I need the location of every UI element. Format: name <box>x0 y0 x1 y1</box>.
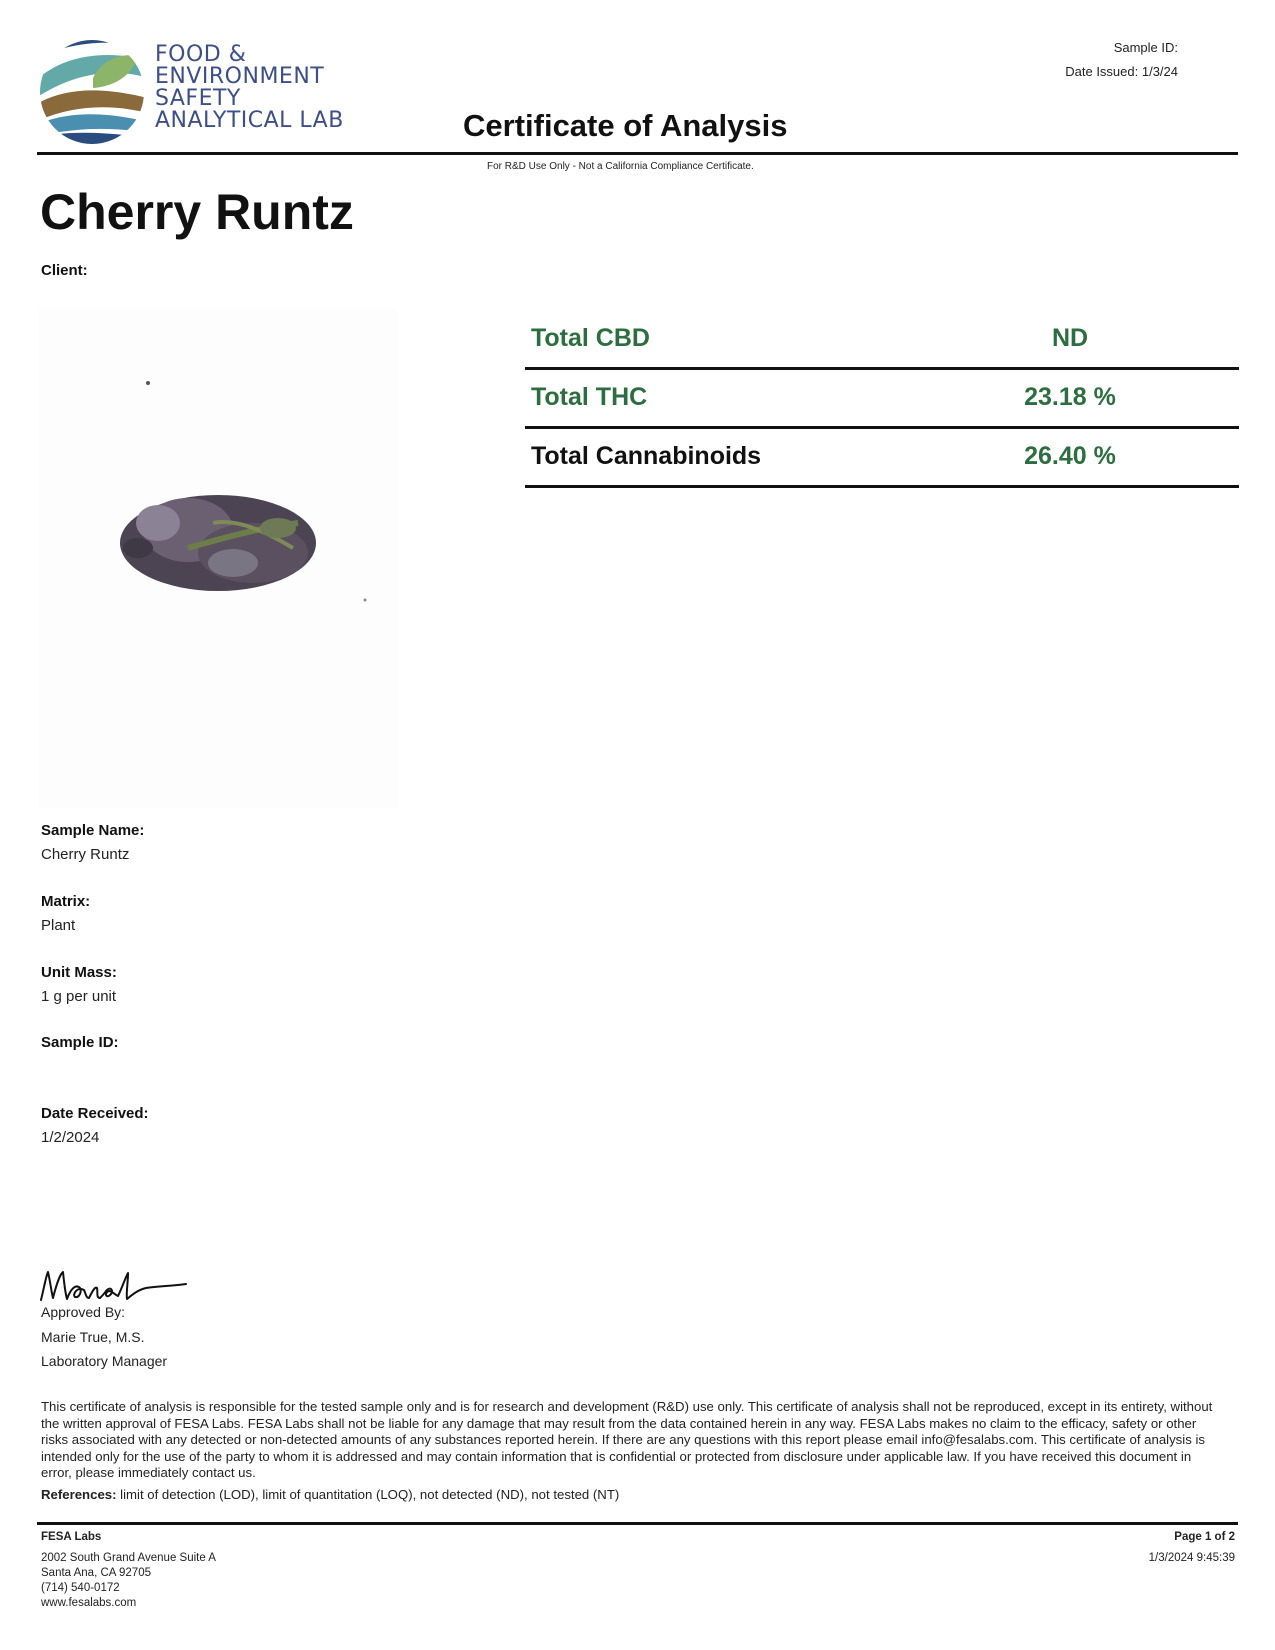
footer-page-block <box>1149 1530 1235 1566</box>
disclaimer-text: This certificate of analysis is responsible for the tested sample only and is for research and development (R&D) use only. This certificate of analysis shall not be reproduced, except in its entirety, without the written approval of FESA Labs. FESA Labs shall not be liable for any damage that may result from the data contained herein in any way. FESA Labs makes no claim to the efficacy, safety or other risks associated with any detected or non-detected amounts of any substances reported herein. If there are any questions with this report please email info@fesalabs.com. This certificate of analysis is intended only for the use of the party to whom it is addressed and may contain information that is confidential or protected from disclosure under applicable law. If you have received this document in error, please immediately contact us. <box>41 1399 1213 1480</box>
date-received-label: Date Received: <box>41 1105 149 1122</box>
potency-value: 26.40 % <box>1024 442 1116 470</box>
potency-row-total-cbd <box>525 312 1239 370</box>
sample-name-label: Sample Name: <box>41 822 145 839</box>
potency-label: Total CBD <box>531 324 650 352</box>
approver-name: Marie True, M.S. <box>41 1329 145 1345</box>
footer-timestamp: 1/3/2024 9:45:39 <box>1148 1552 1235 1564</box>
row-divider <box>525 426 1239 429</box>
lab-name-line: ENVIRONMENT <box>155 64 325 89</box>
potency-row-total-cannabinoids <box>525 430 1239 488</box>
unit-mass-value: 1 g per unit <box>41 988 117 1005</box>
lab-name-line: FOOD & <box>155 42 247 67</box>
references <box>41 1487 619 1502</box>
footer-company: FESA Labs <box>41 1531 102 1543</box>
footer-address-line: 2002 South Grand Avenue Suite A <box>41 1552 216 1564</box>
footer-address-line: Santa Ana, CA 92705 <box>41 1567 151 1579</box>
matrix-value: Plant <box>41 917 76 934</box>
footer-phone: (714) 540-0172 <box>41 1582 120 1594</box>
unit-mass-label: Unit Mass: <box>41 964 117 981</box>
footer-divider <box>37 1522 1238 1525</box>
product-name: Cherry Runtz <box>40 184 354 240</box>
lab-name-line: SAFETY <box>155 86 241 111</box>
page-number: Page 1 of 2 <box>1174 1531 1235 1543</box>
client-label: Client: <box>41 262 88 279</box>
footer-address-block <box>41 1530 216 1611</box>
signature <box>38 1258 198 1308</box>
footer-website[interactable]: www.fesalabs.com <box>41 1597 137 1609</box>
rd-use-note: For R&D Use Only - Not a California Compliance Certificate. <box>487 161 754 172</box>
header-divider <box>37 152 1238 155</box>
sample-photo <box>38 308 398 808</box>
document-title: Certificate of Analysis <box>463 108 788 143</box>
potency-value: ND <box>1051 324 1089 352</box>
approved-by-label: Approved By: <box>41 1304 126 1320</box>
potency-label: Total Cannabinoids <box>531 442 762 470</box>
lab-logo-emblem <box>38 38 148 146</box>
potency-row-total-thc <box>525 371 1239 429</box>
references-label: References: <box>41 1487 117 1502</box>
sample-id-label: Sample ID: <box>41 1034 119 1051</box>
potency-label: Total THC <box>531 383 648 411</box>
references-text: limit of detection (LOD), limit of quantitation (LOQ), not detected (ND), not tested (NT) <box>116 1487 620 1502</box>
lab-name-line: ANALYTICAL LAB <box>155 108 344 133</box>
matrix-label: Matrix: <box>41 893 91 910</box>
potency-value: 23.18 % <box>1024 383 1116 411</box>
lab-logo <box>38 38 344 146</box>
approver-role: Laboratory Manager <box>41 1353 168 1369</box>
sample-id-header: Sample ID: <box>1113 40 1178 55</box>
date-issued: Date Issued: 1/3/24 <box>1065 64 1178 79</box>
row-divider <box>525 485 1239 488</box>
sample-name-value: Cherry Runtz <box>41 846 130 863</box>
row-divider <box>525 367 1239 370</box>
date-received-value: 1/2/2024 <box>41 1129 100 1146</box>
